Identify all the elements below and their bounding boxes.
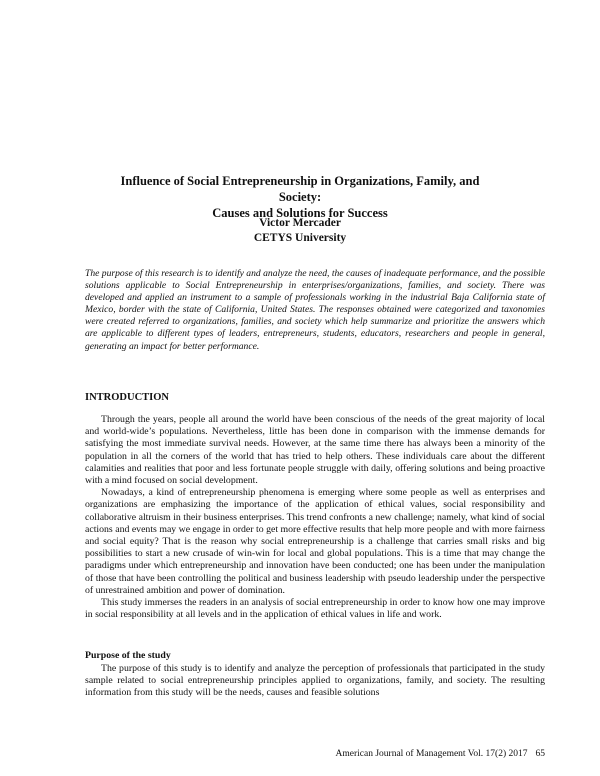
author-name: Victor Mercader <box>259 217 341 229</box>
subheading-purpose: Purpose of the study <box>85 650 171 661</box>
purpose-body <box>85 663 545 700</box>
footer-journal: American Journal of Management Vol. 17(2) 2017 <box>335 749 528 759</box>
page-number: 65 <box>535 749 545 759</box>
section-heading-introduction: INTRODUCTION <box>85 392 170 403</box>
author-block <box>150 216 450 246</box>
intro-paragraph: This study immerses the readers in an analysis of social entrepreneurship in order to know how one may improve in social responsibility at all levels and in the application of ethical values in life and work. <box>85 597 546 621</box>
page-footer <box>336 748 545 760</box>
purpose-paragraph: The purpose of this study is to identify and analyze the perception of professionals that participated in the study sample related to social entrepreneurship principles applied to organizations, family, and society. The resulting information from this study will be the needs, causes and feasible solutions <box>85 663 545 699</box>
intro-paragraph: Through the years, people all around the world have been conscious of the needs of the great majority of local and world-wide’s populations. Nevertheless, little has been done in comparison with the immense demands for satisfying the most immediate survival needs. However, at the same time there has always been a minority of the population in all the corners of the world that has tried to help others. These individuals care about the different calamities and realities that poor and less fortunate people struggle with daily, offering solutions and being proactive with a mind focused on social development. <box>85 414 545 487</box>
title-line-1: Influence of Social Entrepreneurship in Organizations, Family, and Society: <box>120 174 480 204</box>
abstract: The purpose of this research is to identify and analyze the need, the causes of inadequate performance, and the possible solutions applicable to Social Entrepreneurship in enterprises/organizations, families, and society. There was developed and applied an instrument to a sample of professionals working in the industrial Baja California state of Mexico, border with the state of California, United States. The responses obtained were categorized and taxonomies were created referred to organizations, families, and society which help summarize and prioritize the answers which are applicable to different types of leaders, entrepreneurs, students, educators, researchers and people in general, generating an impact for better performance. <box>85 268 545 352</box>
intro-paragraph: Nowadays, a kind of entrepreneurship phenomena is emerging where some people as well as enterprises and organizations are emphasizing the importance of the application of ethical values, social responsibility and collaborative altruism in their business enterprises. This trend confronts a new challenge; namely, what kind of social actions and events may we engage in order to get more effective results that help more people and with more fairness and social equity? That is the reason why social entrepreneurship is a challenge that carries small risks and big possibilities to start a new crusade of win-win for local and global populations. This is a time that may change the paradigms under which entrepreneurship and innovation have been conducted; one has been under the manipulation of those that have been controlling the political and business leadership with pseudo leadership under the perspective of unrestrained ambition and power of domination. <box>85 487 545 596</box>
introduction-body <box>85 414 545 621</box>
title-line-2: Causes and Solutions for Success <box>212 206 388 220</box>
author-affiliation: CETYS University <box>253 232 347 244</box>
paper-title <box>100 173 500 221</box>
